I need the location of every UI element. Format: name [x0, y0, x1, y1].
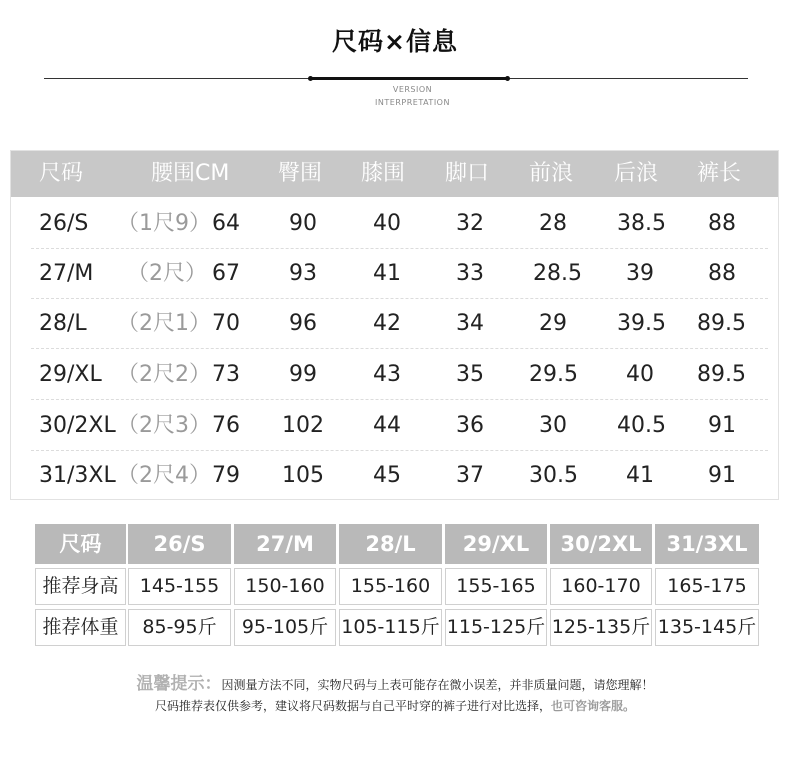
cell-length: 91: [708, 463, 736, 488]
cell-hip: 102: [282, 413, 324, 438]
cell-note: （2尺4）: [117, 463, 211, 488]
cell-back-rise: 40: [626, 362, 654, 387]
rec-weight-cell: 85-95斤: [128, 609, 231, 646]
rec-header-26s: 26/S: [128, 524, 231, 564]
cell-length: 88: [708, 261, 736, 286]
tip-text-2: 尺码推荐表仅供参考，建议将尺码数据与自己平时穿的裤子进行对比选择，: [154, 699, 551, 713]
cell-front-rise: 29: [539, 311, 567, 336]
subtitle-version: VERSION: [392, 85, 433, 94]
cell-hip: 90: [289, 211, 317, 236]
title-divider-center: [312, 77, 508, 80]
rec-height-cell: 150-160: [234, 568, 336, 605]
cell-front-rise: 30: [539, 413, 567, 438]
rec-height-cell: 160-170: [550, 568, 652, 605]
cell-size: 28/L: [39, 311, 87, 336]
size-table-header: [11, 151, 778, 197]
cell-knee: 45: [373, 463, 401, 488]
title-divider-right: [508, 78, 748, 79]
title-divider-left: [44, 78, 312, 79]
cell-note: （2尺2）: [117, 362, 211, 387]
cell-length: 89.5: [697, 362, 746, 387]
cell-note: （2尺1）: [117, 311, 211, 336]
cell-size: 30/2XL: [39, 413, 116, 438]
cell-waist: 79: [212, 463, 240, 488]
cell-waist: 64: [212, 211, 240, 236]
cell-length: 91: [708, 413, 736, 438]
cell-waist: 67: [212, 261, 240, 286]
table-row: [11, 401, 778, 451]
table-row: [11, 199, 778, 249]
cell-back-rise: 41: [626, 463, 654, 488]
cell-leg-opening: 32: [456, 211, 484, 236]
tip-text-2-contact: 也可咨询客服。: [551, 699, 636, 713]
rec-header-30-2xl: 30/2XL: [550, 524, 652, 564]
cell-knee: 42: [373, 311, 401, 336]
rec-header-29xl: 29/XL: [445, 524, 547, 564]
tip-lead: 温馨提示：: [136, 674, 222, 694]
divider-dot-right: [505, 76, 510, 81]
table-row: [11, 249, 778, 299]
cell-note: （2尺）: [127, 261, 207, 286]
cell-size: 26/S: [39, 211, 89, 236]
size-measurement-table: [10, 150, 779, 500]
header-waist: 腰围CM: [151, 161, 230, 186]
cell-leg-opening: 34: [456, 311, 484, 336]
cell-knee: 40: [373, 211, 401, 236]
rec-header-size: 尺码: [35, 524, 126, 564]
tip-line-1: [0, 669, 790, 694]
cell-leg-opening: 37: [456, 463, 484, 488]
rec-weight-cell: 95-105斤: [234, 609, 336, 646]
header-back-rise: 后浪: [614, 161, 659, 186]
cell-size: 29/XL: [39, 362, 102, 387]
cell-note: （2尺3）: [117, 413, 211, 438]
tip-text-1: 因测量方法不同，实物尺码与上表可能存在微小误差，并非质量问题，请您理解！: [221, 678, 654, 692]
subtitle-interpretation: INTERPRETATION: [375, 98, 450, 107]
cell-length: 88: [708, 211, 736, 236]
cell-knee: 44: [373, 413, 401, 438]
rec-height-cell: 155-165: [445, 568, 547, 605]
cell-size: 31/3XL: [39, 463, 116, 488]
rec-header-27m: 27/M: [234, 524, 336, 564]
header-length: 裤长: [697, 161, 742, 186]
cell-leg-opening: 35: [456, 362, 484, 387]
table-row: [11, 299, 778, 349]
cell-knee: 41: [373, 261, 401, 286]
rec-weight-cell: 125-135斤: [550, 609, 652, 646]
rec-header-28l: 28/L: [339, 524, 442, 564]
cell-front-rise: 29.5: [529, 362, 578, 387]
cell-hip: 99: [289, 362, 317, 387]
cell-waist: 76: [212, 413, 240, 438]
header-hip: 臀围: [278, 161, 323, 186]
recommendation-table: [35, 524, 759, 650]
rec-height-cell: 155-160: [339, 568, 442, 605]
rec-weight-label: 推荐体重: [35, 609, 126, 646]
cell-note: （1尺9）: [117, 211, 211, 236]
cell-back-rise: 39.5: [617, 311, 666, 336]
table-row: [11, 350, 778, 400]
cell-length: 89.5: [697, 311, 746, 336]
rec-header-31-3xl: 31/3XL: [655, 524, 759, 564]
rec-weight-cell: 135-145斤: [655, 609, 759, 646]
cell-back-rise: 39: [626, 261, 654, 286]
cell-front-rise: 28.5: [533, 261, 582, 286]
cell-leg-opening: 36: [456, 413, 484, 438]
cell-waist: 73: [212, 362, 240, 387]
cell-hip: 105: [282, 463, 324, 488]
header-front-rise: 前浪: [529, 161, 574, 186]
cell-hip: 96: [289, 311, 317, 336]
header-leg-opening: 脚口: [445, 161, 490, 186]
divider-dot-left: [308, 76, 313, 81]
header-size: 尺码: [39, 161, 84, 186]
cell-size: 27/M: [39, 261, 94, 286]
cell-waist: 70: [212, 311, 240, 336]
rec-weight-cell: 105-115斤: [339, 609, 442, 646]
cell-back-rise: 40.5: [617, 413, 666, 438]
rec-height-cell: 145-155: [128, 568, 231, 605]
cell-back-rise: 38.5: [617, 211, 666, 236]
rec-height-cell: 165-175: [655, 568, 759, 605]
rec-height-label: 推荐身高: [35, 568, 126, 605]
table-row: [11, 451, 778, 501]
cell-front-rise: 30.5: [529, 463, 578, 488]
page-title: 尺码×信息: [332, 27, 458, 56]
rec-weight-cell: 115-125斤: [445, 609, 547, 646]
cell-hip: 93: [289, 261, 317, 286]
cell-front-rise: 28: [539, 211, 567, 236]
tip-line-2: [0, 697, 790, 714]
cell-leg-opening: 33: [456, 261, 484, 286]
header-knee: 膝围: [361, 161, 406, 186]
cell-knee: 43: [373, 362, 401, 387]
